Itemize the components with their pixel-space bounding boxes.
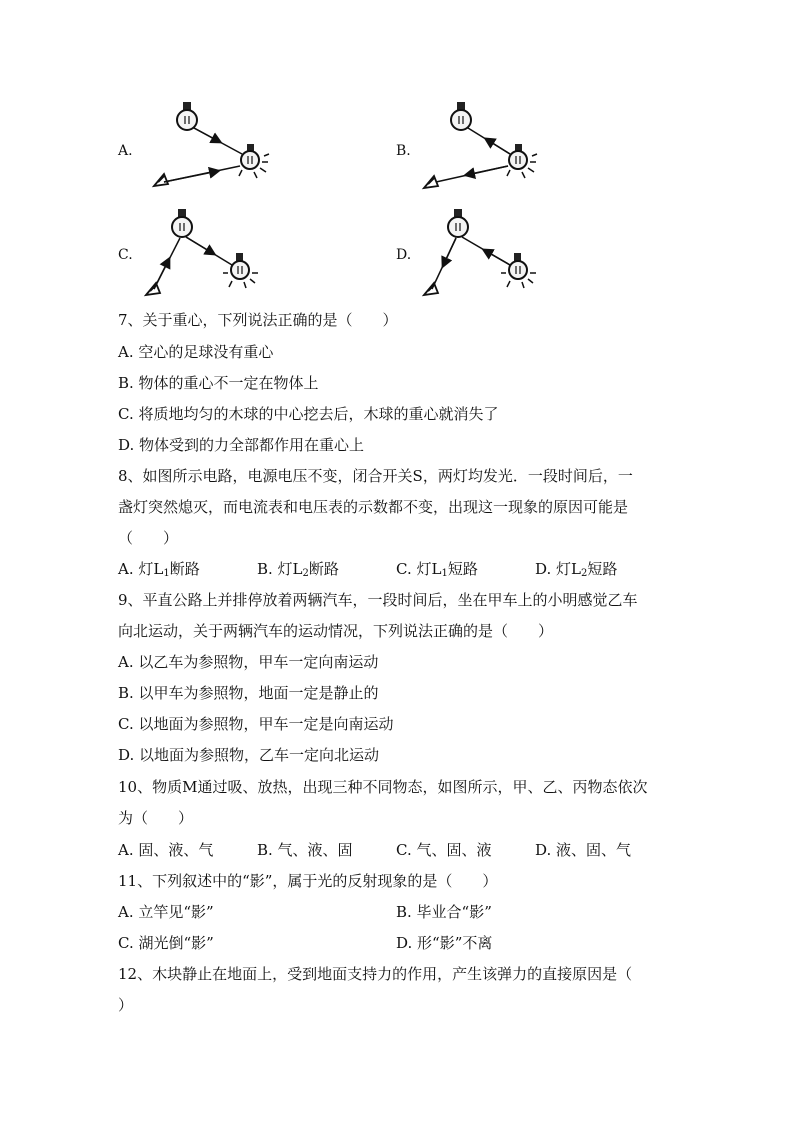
q9-option-b: B. 以甲车为参照物，地面一定是静止的 — [118, 684, 379, 702]
lamp-lit-icon — [501, 253, 536, 288]
q8-stem-line3: （ ） — [118, 529, 179, 547]
q11-stem: 11、下列叙述中的“影”，属于光的反射现象的是（ ） — [118, 872, 498, 890]
q10-option-c: C. 气、固、液 — [396, 841, 492, 859]
q8-option-c: C. 灯$L_1$短路 — [396, 560, 478, 579]
eye-icon — [146, 283, 160, 295]
q11-option-c: C. 湖光倒“影” — [118, 934, 214, 952]
q12-stem-line2: ） — [118, 996, 134, 1014]
figure-option-c — [140, 203, 280, 300]
lamp-lit-icon — [223, 253, 258, 288]
q8-option-b: B. 灯$L_2$断路 — [257, 560, 339, 579]
q8-option-d: D. 灯$L_2$短路 — [535, 560, 618, 579]
q9-option-a: A. 以乙车为参照物，甲车一定向南运动 — [118, 653, 379, 671]
figure-option-d — [418, 203, 558, 300]
q8-option-a: A. 灯$L_1$断路 — [118, 560, 200, 579]
q8-stem-line2: 盏灯突然熄灭，而电流表和电压表的示数都不变，出现这一现象的原因可能是 — [118, 498, 629, 516]
eye-icon — [154, 174, 168, 186]
q10-option-d: D. 液、固、气 — [535, 841, 632, 859]
figure-option-a — [140, 96, 280, 191]
q7-option-a: A. 空心的足球没有重心 — [118, 343, 274, 361]
q9-option-c: C. 以地面为参照物，甲车一定是向南运动 — [118, 715, 394, 733]
figure-option-b — [418, 96, 558, 191]
q11-option-b: B. 毕业合“影” — [396, 903, 492, 921]
lamp-source-icon — [451, 102, 471, 130]
q9-stem-line1: 9、平直公路上并排停放着两辆汽车，一段时间后，坐在甲车上的小明感觉乙车 — [118, 591, 638, 609]
q11-option-d: D. 形“影”不离 — [396, 934, 493, 952]
q10-stem-line1: 10、物质M通过吸、放热，出现三种不同物态，如图所示，甲、乙、丙物态依次 — [118, 778, 648, 796]
eye-icon — [424, 283, 438, 295]
q10-option-a: A. 固、液、气 — [118, 841, 214, 859]
q10-option-b: B. 气、液、固 — [257, 841, 353, 859]
q7-stem: 7、关于重心，下列说法正确的是（ ） — [118, 311, 398, 329]
q10-stem-line2: 为（ ） — [118, 809, 194, 827]
lamp-source-icon — [448, 209, 468, 237]
lamp-lit-icon — [507, 144, 537, 178]
q7-option-b: B. 物体的重心不一定在物体上 — [118, 374, 319, 392]
lamp-source-icon — [177, 102, 197, 130]
q11-option-a: A. 立竿见“影” — [118, 903, 214, 921]
q7-option-c: C. 将质地均匀的木球的中心挖去后，木球的重心就消失了 — [118, 405, 499, 423]
figure-option-d-label: D. — [396, 247, 412, 263]
lamp-lit-icon — [239, 144, 269, 178]
figure-option-a-label: A. — [118, 143, 133, 159]
q9-option-d: D. 以地面为参照物，乙车一定向北运动 — [118, 746, 380, 764]
lamp-source-icon — [172, 209, 192, 237]
q8-stem-line1: 8、如图所示电路，电源电压不变，闭合开关S，两灯均发光．一段时间后，一 — [118, 467, 633, 485]
figure-option-c-label: C. — [118, 247, 133, 263]
q9-stem-line2: 向北运动，关于两辆汽车的运动情况，下列说法正确的是（ ） — [118, 622, 554, 640]
q12-stem-line1: 12、木块静止在地面上，受到地面支持力的作用，产生该弹力的直接原因是（ — [118, 965, 633, 983]
q7-option-d: D. 物体受到的力全部都作用在重心上 — [118, 436, 365, 454]
figure-option-b-label: B. — [396, 143, 411, 159]
eye-icon — [424, 176, 438, 188]
